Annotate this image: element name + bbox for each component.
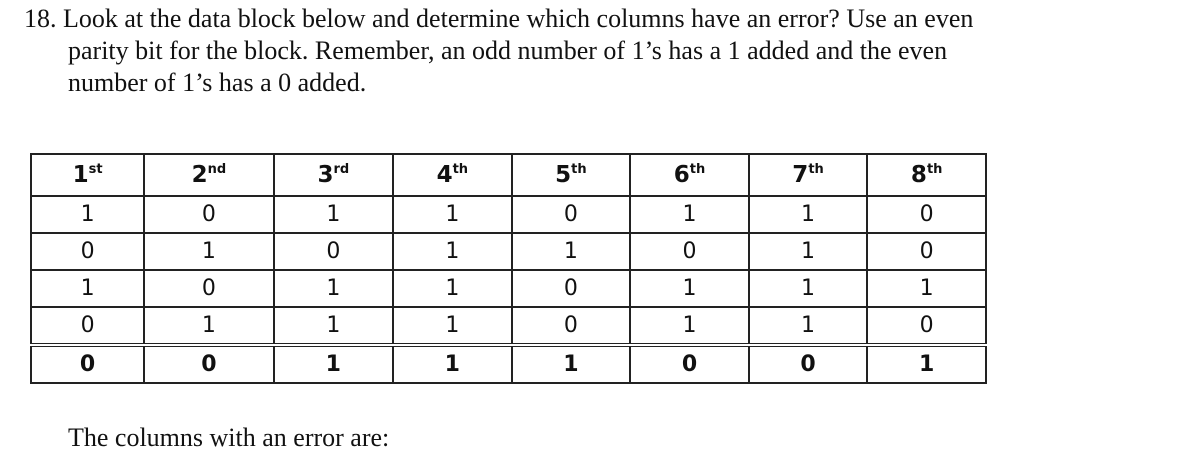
data-cell: 0	[512, 307, 631, 345]
column-header-1: 1st	[31, 154, 144, 196]
column-header-3: 3rd	[274, 154, 393, 196]
data-cell: 0	[512, 196, 631, 233]
data-cell: 1	[144, 233, 273, 270]
data-cell: 1	[274, 270, 393, 307]
data-cell: 1	[144, 307, 273, 345]
column-header-6: 6th	[630, 154, 749, 196]
data-cell: 1	[630, 196, 749, 233]
data-row-4	[31, 307, 986, 345]
data-row-3	[31, 270, 986, 307]
question-text	[24, 3, 1184, 99]
parity-cell: 1	[274, 345, 393, 383]
column-header-row	[31, 154, 986, 196]
data-cell: 1	[393, 270, 512, 307]
data-cell: 0	[630, 233, 749, 270]
answer-prompt: The columns with an error are:	[68, 423, 390, 452]
data-cell: 0	[31, 233, 144, 270]
parity-cell: 0	[144, 345, 273, 383]
data-cell: 1	[31, 196, 144, 233]
parity-cell: 0	[630, 345, 749, 383]
parity-cell: 0	[31, 345, 144, 383]
data-cell: 1	[749, 196, 868, 233]
column-header-7: 7th	[749, 154, 868, 196]
column-header-8: 8th	[867, 154, 986, 196]
parity-data-block-table	[30, 153, 987, 384]
column-header-4: 4th	[393, 154, 512, 196]
data-cell: 0	[31, 307, 144, 345]
parity-bit-row	[31, 345, 986, 383]
data-cell: 1	[393, 233, 512, 270]
data-cell: 1	[749, 233, 868, 270]
parity-cell: 1	[512, 345, 631, 383]
question-line-3: number of 1’s has a 0 added.	[68, 68, 367, 97]
data-cell: 1	[867, 270, 986, 307]
data-cell: 0	[867, 233, 986, 270]
data-cell: 1	[274, 307, 393, 345]
data-cell: 1	[749, 307, 868, 345]
data-row-1	[31, 196, 986, 233]
data-cell: 1	[274, 196, 393, 233]
data-cell: 1	[630, 307, 749, 345]
data-cell: 1	[512, 233, 631, 270]
parity-cell: 1	[867, 345, 986, 383]
column-header-2: 2nd	[144, 154, 273, 196]
question-line-2: parity bit for the block. Remember, an odd number of 1’s has a 1 added and the even	[68, 36, 948, 65]
parity-cell: 0	[749, 345, 868, 383]
column-header-5: 5th	[512, 154, 631, 196]
data-cell: 0	[144, 270, 273, 307]
parity-cell: 1	[393, 345, 512, 383]
data-cell: 0	[274, 233, 393, 270]
data-cell: 1	[31, 270, 144, 307]
question-line-1: 18. Look at the data block below and determine which columns have an error? Use an even	[24, 4, 974, 33]
data-cell: 1	[393, 307, 512, 345]
data-cell: 1	[630, 270, 749, 307]
data-cell: 0	[512, 270, 631, 307]
data-row-2	[31, 233, 986, 270]
data-cell: 1	[749, 270, 868, 307]
data-cell: 1	[393, 196, 512, 233]
data-cell: 0	[867, 196, 986, 233]
data-cell: 0	[144, 196, 273, 233]
data-cell: 0	[867, 307, 986, 345]
